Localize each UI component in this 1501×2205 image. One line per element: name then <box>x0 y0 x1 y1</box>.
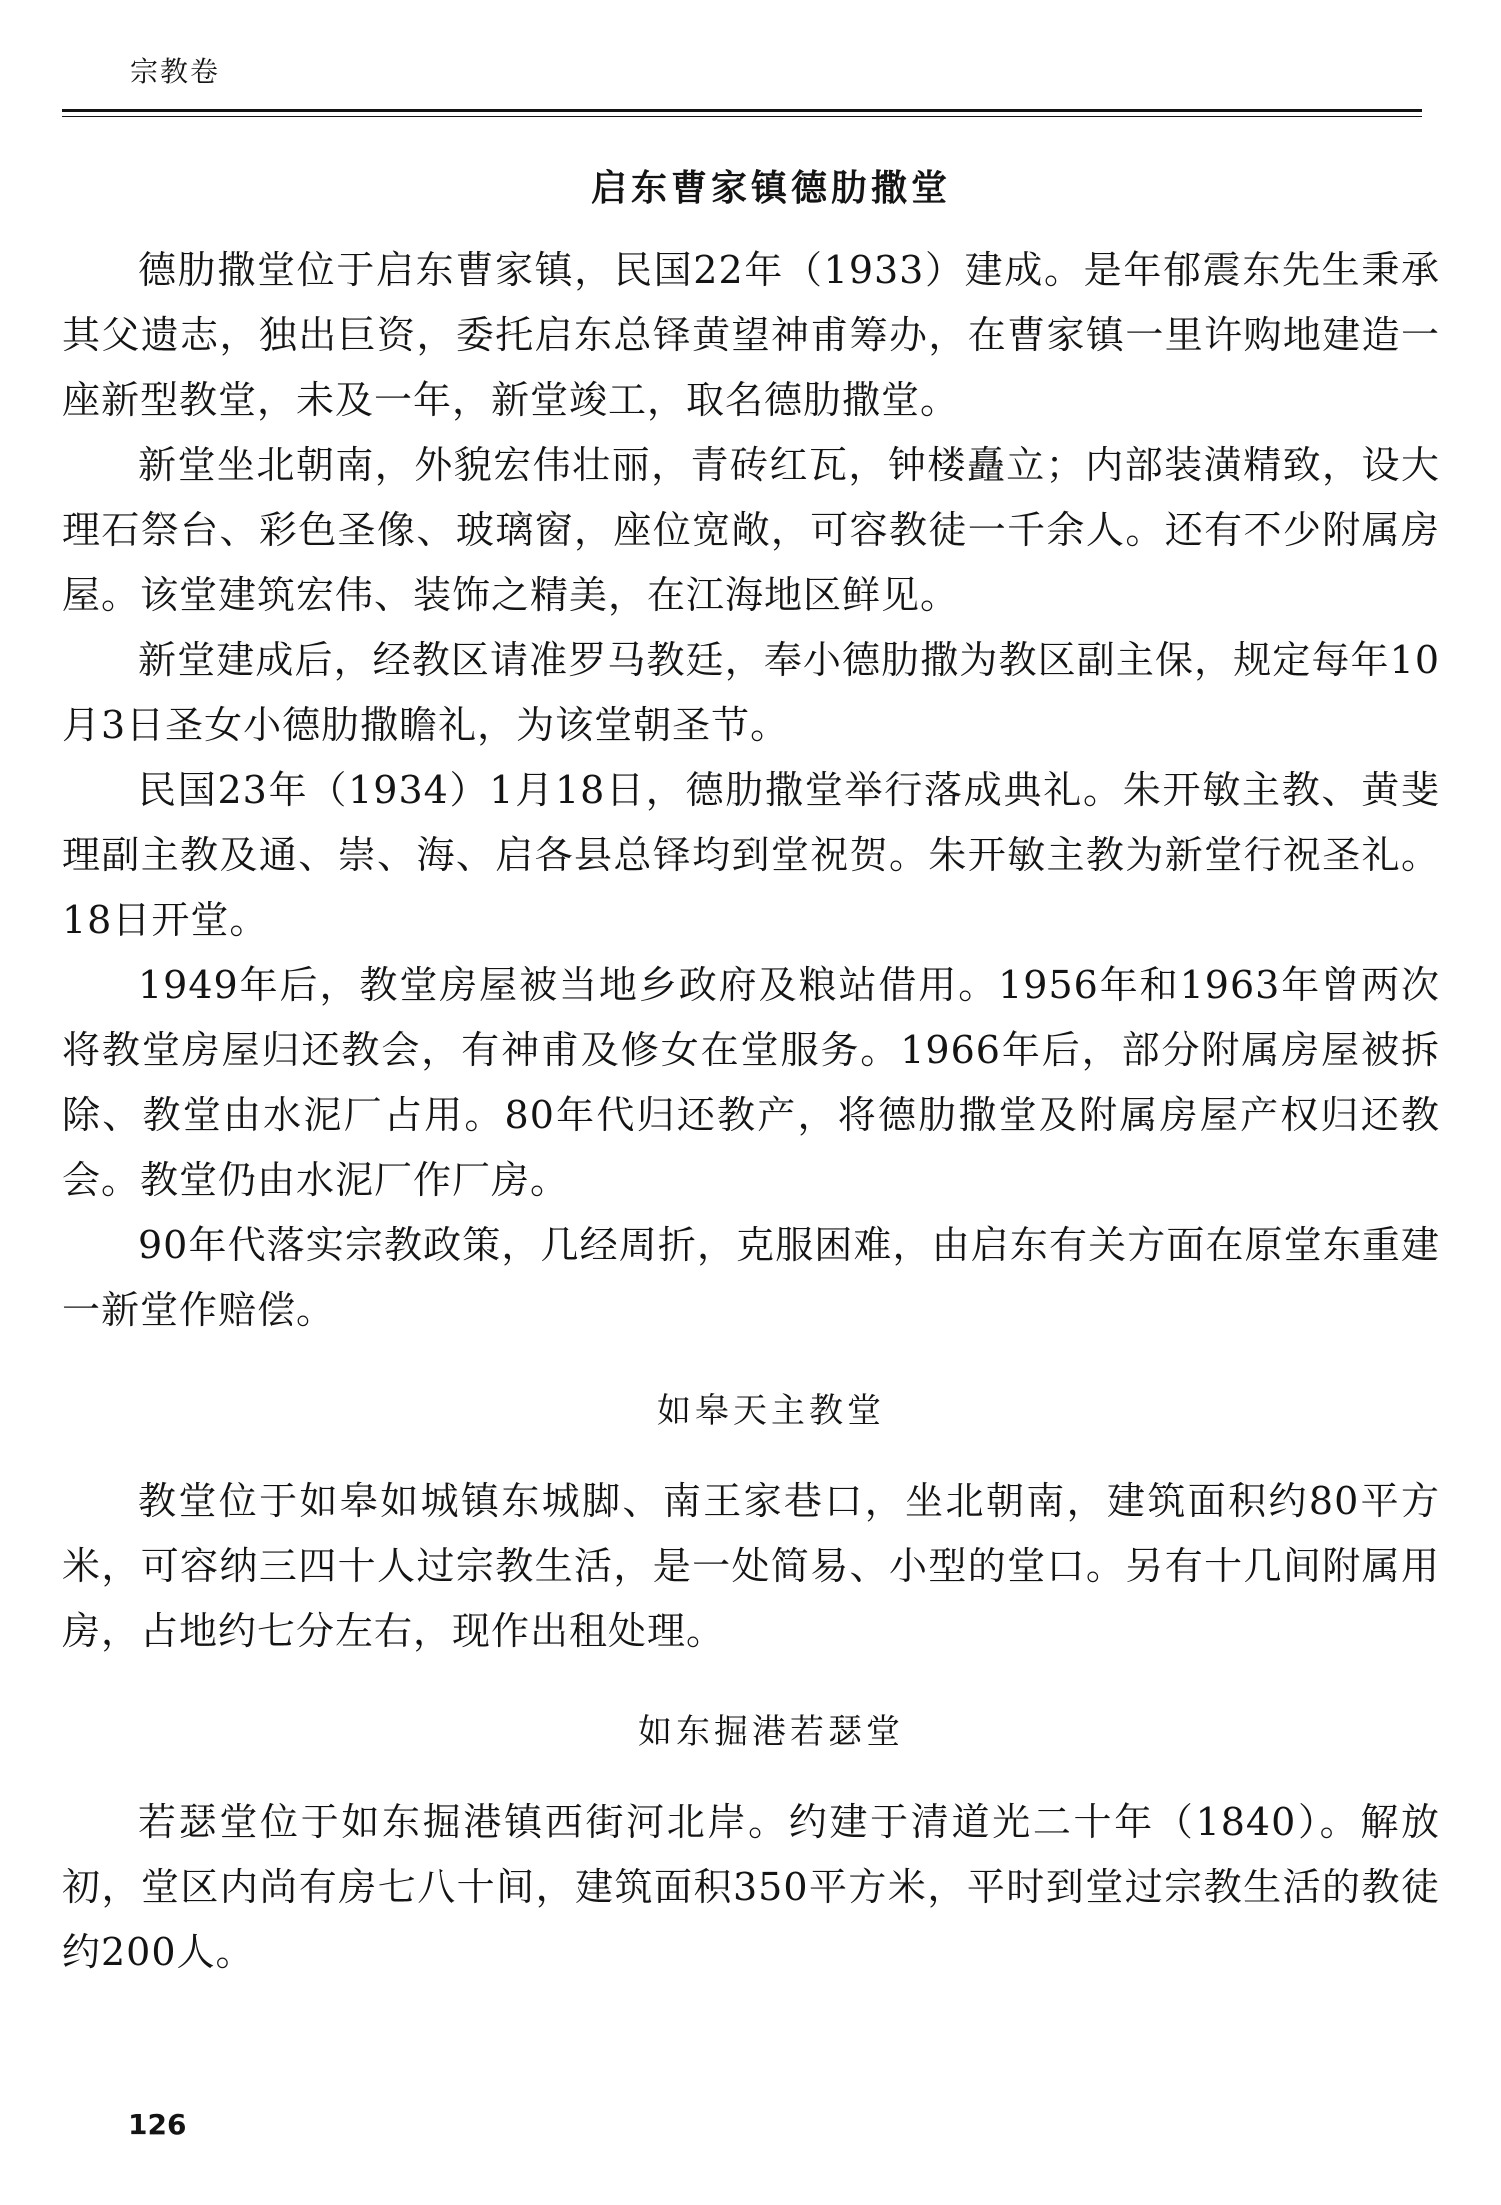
section-title: 启东曹家镇德肋撒堂 <box>590 167 951 209</box>
section-title: 如皋天主教堂 <box>657 1391 885 1431</box>
paragraph: 德肋撒堂位于启东曹家镇，民国22年（1933）建成。是年郁震东先生秉承其父遗志，独出巨资，委托启东总铎黄望神甫筹办，在曹家镇一里许购地建造一座新型教堂，未及一年，新堂竣工，取名德肋撒堂。 <box>62 248 1440 422</box>
header-rule-thick <box>62 109 1422 112</box>
header-rule-thin <box>62 116 1422 117</box>
section-qidong-teresa-church <box>62 160 1440 1343</box>
paragraph: 新堂坐北朝南，外貌宏伟壮丽，青砖红瓦，钟楼矗立；内部装潢精致，设大理石祭台、彩色圣像、玻璃窗，座位宽敞，可容教徒一千余人。还有不少附属房屋。该堂建筑宏伟、装饰之精美，在江海地区鲜见。 <box>62 443 1440 617</box>
page-body <box>62 160 1440 1985</box>
paragraph: 90年代落实宗教政策，几经周折，克服困难，由启东有关方面在原堂东重建一新堂作赔偿。 <box>62 1223 1440 1332</box>
section-title: 如东掘港若瑟堂 <box>638 1712 904 1752</box>
paragraph: 若瑟堂位于如东掘港镇西街河北岸。约建于清道光二十年（1840）。解放初，堂区内尚有房七八十间，建筑面积350平方米，平时到堂过宗教生活的教徒约200人。 <box>62 1800 1440 1974</box>
paragraph: 教堂位于如皋如城镇东城脚、南王家巷口，坐北朝南，建筑面积约80平方米，可容纳三四十人过宗教生活，是一处简易、小型的堂口。另有十几间附属用房，占地约七分左右，现作出租处理。 <box>62 1479 1440 1653</box>
paragraph: 新堂建成后，经教区请准罗马教廷，奉小德肋撒为教区副主保，规定每年10月3日圣女小德肋撒瞻礼，为该堂朝圣节。 <box>62 638 1440 747</box>
page-number: 126 <box>128 2108 187 2141</box>
paragraph: 1949年后，教堂房屋被当地乡政府及粮站借用。1956年和1963年曾两次将教堂房屋归还教会，有神甫及修女在堂服务。1966年后，部分附属房屋被拆除、教堂由水泥厂占用。80年代归还教产，将德肋撒堂及附属房屋产权归还教会。教堂仍由水泥厂作厂房。 <box>62 963 1440 1202</box>
section-rudong-joseph-church <box>62 1704 1440 1985</box>
running-header: 宗教卷 <box>130 55 221 88</box>
section-rugao-catholic-church <box>62 1383 1440 1664</box>
paragraph: 民国23年（1934）1月18日，德肋撒堂举行落成典礼。朱开敏主教、黄斐理副主教及通、崇、海、启各县总铎均到堂祝贺。朱开敏主教为新堂行祝圣礼。18日开堂。 <box>62 768 1440 942</box>
